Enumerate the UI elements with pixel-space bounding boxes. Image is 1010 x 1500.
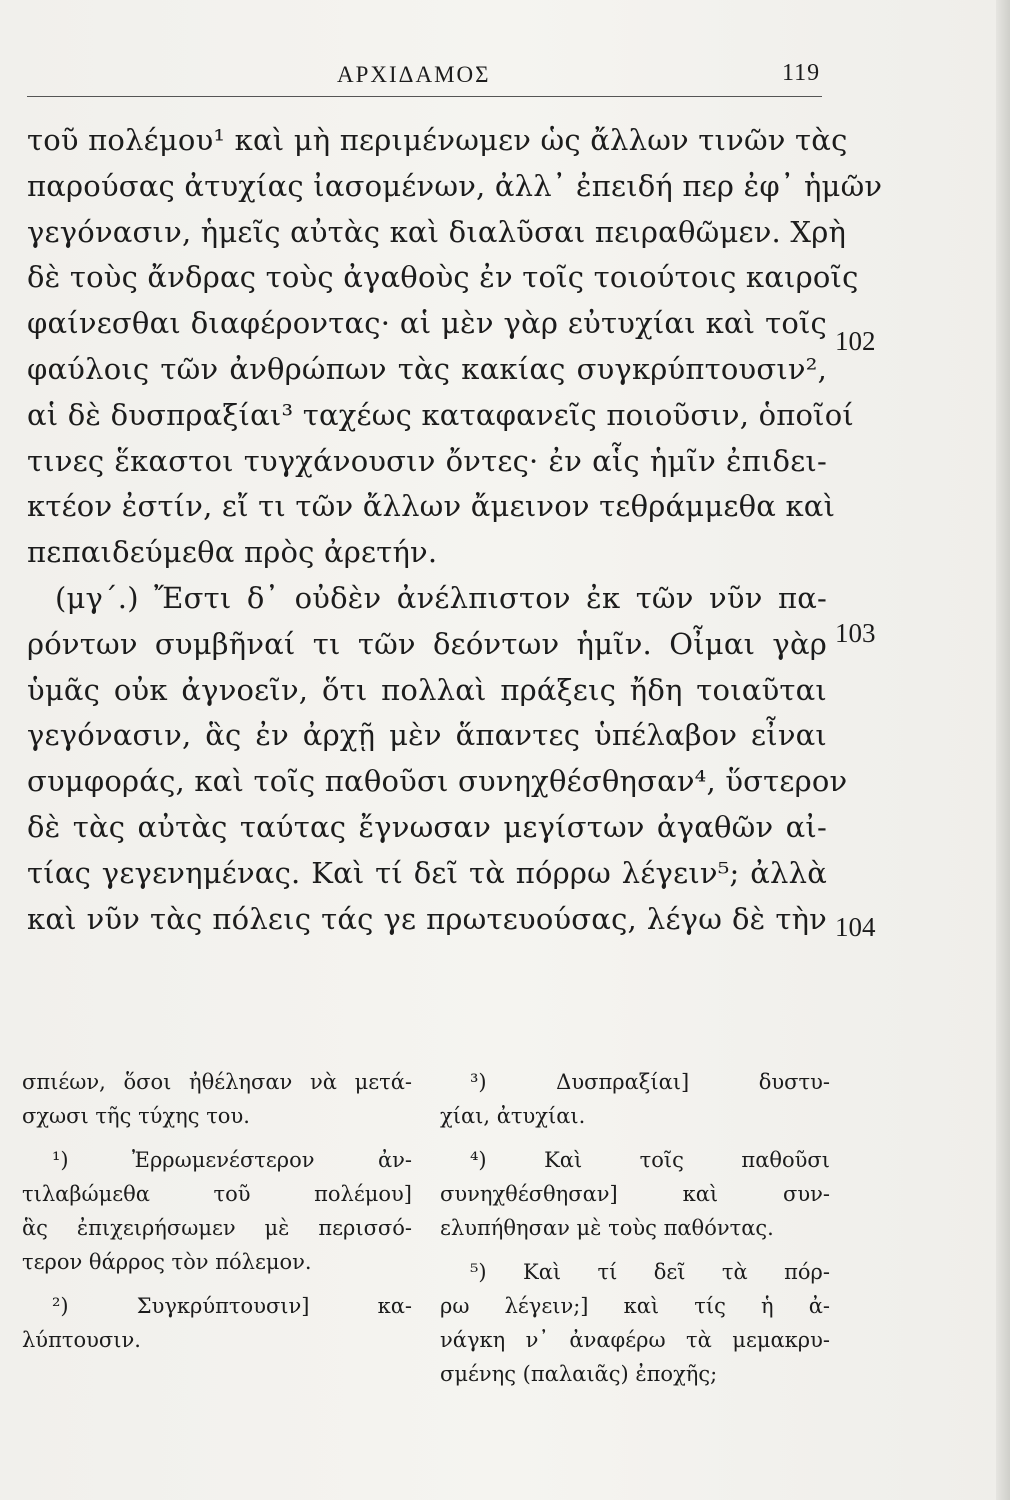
footnote-line: λύπτουσιν. bbox=[22, 1328, 141, 1352]
text-line: δὲ τοὺς ἄνδρας τοὺς ἀγαθοὺς ἐν τοῖς τοιούτοις καιροῖς bbox=[27, 260, 859, 295]
footnote-line: σπιέων, ὅσοι ἠθέλησαν νὰ μετά- bbox=[22, 1070, 412, 1094]
running-title: ΑΡΧΙΔΑΜΟΣ bbox=[337, 62, 491, 87]
footnotes-right-column bbox=[440, 1065, 830, 1391]
footnotes bbox=[22, 1065, 830, 1425]
margin-number: 102 bbox=[835, 326, 876, 356]
footnote-line: τερον θάρρος τὸν πόλεμον. bbox=[22, 1250, 312, 1274]
footnote-line: συνηχθέσθησαν] καὶ συν- bbox=[440, 1182, 830, 1206]
footnote-line: σμένης (παλαιᾶς) ἐποχῆς; bbox=[440, 1362, 718, 1386]
footnote-line: ¹) Ἐρρωμενέστερον ἀν- bbox=[52, 1148, 412, 1172]
footnote-line: ⁵) Καὶ τί δεῖ τὰ πόρ- bbox=[470, 1260, 830, 1284]
footnote-line: νάγκη ν᾽ ἀναφέρω τὰ μεμακρυ- bbox=[440, 1328, 830, 1352]
text-line: πεπαιδεύμεθα πρὸς ἀρετήν. bbox=[27, 535, 438, 570]
footnote-line: σχωσι τῆς τύχης του. bbox=[22, 1104, 250, 1128]
header-rule bbox=[27, 96, 822, 97]
footnote-line: ⁴) Καὶ τοῖς παθοῦσι bbox=[470, 1148, 830, 1172]
text-line: τίας γεγενημένας. Καὶ τί δεῖ τὰ πόρρω λέγειν⁵; ἀλλὰ bbox=[27, 855, 827, 890]
margin-number: 104 bbox=[835, 912, 876, 942]
text-line: αἱ δὲ δυσπραξίαι³ ταχέως καταφανεῖς ποιοῦσιν, ὁποῖοί bbox=[27, 397, 854, 432]
margin-number: 103 bbox=[835, 618, 876, 648]
text-line: παρούσας ἀτυχίας ἰασομένων, ἀλλ᾽ ἐπειδή περ ἐφ᾽ ἡμῶν bbox=[27, 168, 883, 203]
text-line: ρόντων συμβῆναί τι τῶν δεόντων ἡμῖν. Οἶμαι γὰρ bbox=[27, 626, 827, 661]
footnote-line: ²) Συγκρύπτουσιν] κα- bbox=[52, 1294, 412, 1318]
text-line: κτέον ἐστίν, εἴ τι τῶν ἄλλων ἄμεινον τεθράμμεθα καὶ bbox=[27, 489, 836, 524]
footnote-line: χίαι, ἀτυχίαι. bbox=[440, 1104, 586, 1128]
text-line: γεγόνασιν, ἡμεῖς αὐτὰς καὶ διαλῦσαι πειραθῶμεν. Χρὴ bbox=[27, 214, 847, 249]
footnote-line: ³) Δυσπραξίαι] δυστυ- bbox=[470, 1070, 830, 1094]
text-line: τοῦ πολέμου¹ καὶ μὴ περιμένωμεν ὡς ἄλλων τινῶν τὰς bbox=[27, 123, 848, 157]
footnote-line: ἃς ἐπιχειρήσωμεν μὲ περισσό- bbox=[22, 1216, 412, 1240]
text-line: δὲ τὰς αὐτὰς ταύτας ἔγνωσαν μεγίστων ἀγαθῶν αἰ- bbox=[27, 809, 827, 844]
footnote-line: ρω λέγειν;] καὶ τίς ἡ ἀ- bbox=[440, 1294, 830, 1318]
text-line: γεγόνασιν, ἃς ἐν ἀρχῇ μὲν ἅπαντες ὑπέλαβον εἶναι bbox=[27, 718, 827, 753]
text-line: φαύλοις τῶν ἀνθρώπων τὰς κακίας συγκρύπτουσιν², bbox=[27, 351, 827, 386]
text-line: τινες ἕκαστοι τυγχάνουσιν ὄντες· ἐν αἷς ἡμῖν ἐπιδει- bbox=[27, 443, 827, 478]
footnote-line: τιλαβώμεθα τοῦ πολέμου] bbox=[22, 1182, 412, 1206]
footnote-line: ελυπήθησαν μὲ τοὺς παθόντας. bbox=[440, 1216, 774, 1240]
footnotes-left-column bbox=[22, 1065, 412, 1357]
text-line: συμφοράς, καὶ τοῖς παθοῦσι συνηχθέσθησαν⁴, ὕστερον bbox=[27, 764, 848, 799]
page-number: 119 bbox=[782, 60, 821, 86]
text-line: καὶ νῦν τὰς πόλεις τάς γε πρωτευούσας, λέγω δὲ τὴν bbox=[27, 901, 827, 936]
page-edge-shadow bbox=[996, 0, 1010, 1500]
text-line: φαίνεσθαι διαφέροντας· αἱ μὲν γὰρ εὐτυχίαι καὶ τοῖς bbox=[27, 306, 827, 341]
text-line: ὑμᾶς οὐκ ἀγνοεῖν, ὅτι πολλαὶ πράξεις ἤδη τοιαῦται bbox=[27, 672, 827, 707]
page-header bbox=[27, 58, 822, 98]
text-line: (μγ΄.) Ἔστι δ᾽ οὐδὲν ἀνέλπιστον ἐκ τῶν νῦν πα- bbox=[55, 580, 827, 615]
